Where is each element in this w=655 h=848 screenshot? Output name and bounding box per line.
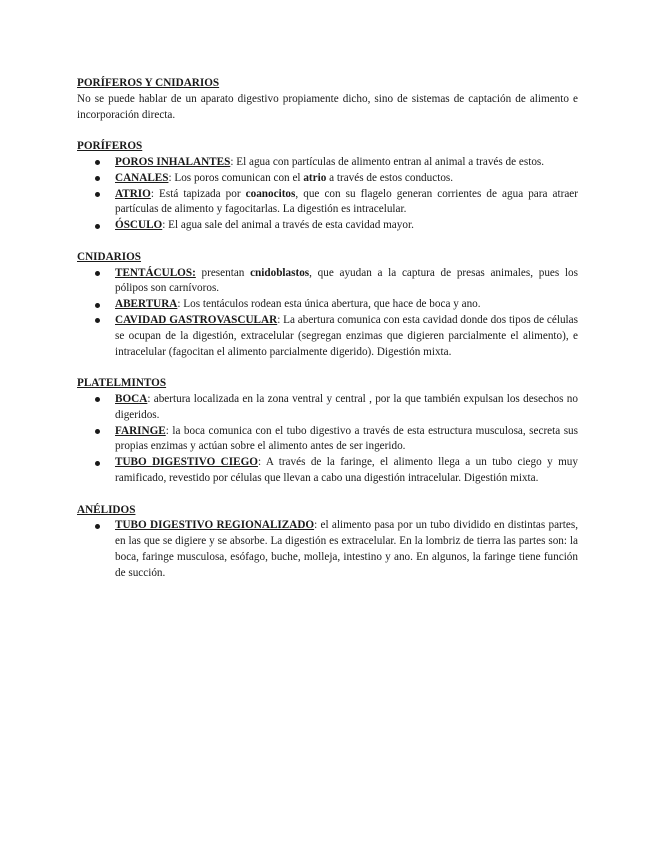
bullet-icon	[95, 176, 100, 181]
list-item	[115, 424, 578, 456]
item-term: BOCA	[115, 392, 148, 405]
bullet-icon	[95, 224, 100, 229]
item-text: : abertura localizada en la zona ventral y central , por la que también expulsan los desechos no digeridos.	[115, 392, 578, 421]
item-text: : el alimento pasa por un tubo dividido en distintas partes, en las que se digiere y se absorbe. La digestión es extracelular. En la lombriz de tierra las partes son: la boca, faringe musculosa, esófago, buche, molleja, intestino y ano. En algunos, la faringe tiene función de succión.	[115, 519, 578, 579]
bullet-icon	[95, 160, 100, 165]
section-heading-platelmintos: PLATELMINTOS	[77, 377, 167, 390]
list-item	[115, 266, 578, 298]
item-text: : Está tapizada por	[150, 187, 246, 200]
list-item	[115, 187, 578, 219]
list-item	[115, 218, 578, 234]
spacer	[77, 234, 578, 250]
item-text: a través de estos conductos.	[326, 171, 454, 184]
bullet-icon	[95, 429, 100, 434]
item-bold-word: coanocitos	[245, 187, 296, 200]
list-item	[115, 313, 578, 360]
list-item	[115, 455, 578, 487]
section-heading-poriferos: PORÍFEROS	[77, 140, 143, 153]
item-term: POROS INHALANTES	[115, 155, 231, 168]
bullet-icon	[95, 524, 100, 529]
spacer	[77, 487, 578, 503]
item-term: ATRIO	[115, 187, 151, 200]
item-text: : Los tentáculos rodean esta única abertura, que hace de boca y ano.	[177, 298, 481, 311]
item-bold-word: atrio	[303, 171, 327, 184]
section-heading-poriferos-cnidarios: PORÍFEROS Y CNIDARIOS	[77, 77, 220, 89]
list-item	[115, 155, 578, 171]
list-item	[115, 392, 578, 424]
spacer	[77, 123, 578, 139]
section-heading-cnidarios: CNIDARIOS	[77, 250, 142, 263]
section-heading-anelidos: ANÉLIDOS	[77, 503, 136, 516]
item-text: : Los poros comunican con el	[168, 171, 304, 184]
item-text: : la boca comunica con el tubo digestivo a través de esta estructura musculosa, secreta sus propias enzimas y actúan sobre el alimento antes de ser ingerido.	[115, 424, 578, 453]
item-text: : A través de la faringe, el alimento llega a un tubo ciego y muy ramificado, revestido por células que llevan a cabo una digestión intracelular. Digestión mixta.	[115, 456, 578, 484]
item-bold-word: cnidoblastos	[250, 266, 310, 279]
item-text: : El agua con partículas de alimento entran al animal a través de estos.	[230, 155, 545, 168]
bullet-icon	[95, 303, 100, 308]
platelmintos-list	[77, 392, 578, 487]
bullet-icon	[95, 271, 100, 276]
item-text: presentan	[195, 266, 251, 279]
item-term: FARINGE	[115, 424, 166, 437]
anelidos-list	[77, 518, 578, 581]
bullet-icon	[95, 461, 100, 466]
item-text: : El agua sale del animal a través de esta cavidad mayor.	[162, 219, 414, 232]
item-term: ABERTURA	[115, 298, 178, 311]
item-text: , que ayudan a la captura de presas animales, pues los pólipos son carnívoros.	[115, 266, 578, 295]
intro-paragraph: No se puede hablar de un aparato digestivo propiamente dicho, sino de sistemas de captación de alimento e incorporación directa.	[77, 92, 578, 121]
item-term: TENTÁCULOS:	[115, 266, 196, 279]
bullet-icon	[95, 397, 100, 402]
list-item	[115, 297, 578, 313]
item-text: : La abertura comunica con esta cavidad donde dos tipos de células se ocupan de la digestión, extracelular (segregan enzimas que digieren parcialmente el alimento), e intracelular (fagocitan el alimento parcialmente digerido). Digestión mixta.	[115, 313, 578, 358]
bullet-icon	[95, 318, 100, 323]
item-term: TUBO DIGESTIVO REGIONALIZADO	[115, 519, 315, 532]
item-term: CANALES	[115, 171, 169, 184]
cnidarios-list	[77, 266, 578, 361]
item-term: TUBO DIGESTIVO CIEGO	[115, 456, 258, 469]
bullet-icon	[95, 192, 100, 197]
poriferos-list	[77, 155, 578, 234]
item-term: ÓSCULO	[115, 219, 163, 232]
item-text: , que con su flagelo generan corrientes de agua para atraer partículas de alimento y fagocitarlas. La digestión es intracelular.	[115, 187, 578, 216]
list-item	[115, 171, 578, 187]
list-item	[115, 518, 578, 581]
item-term: CAVIDAD GASTROVASCULAR	[115, 313, 278, 326]
spacer	[77, 360, 578, 376]
